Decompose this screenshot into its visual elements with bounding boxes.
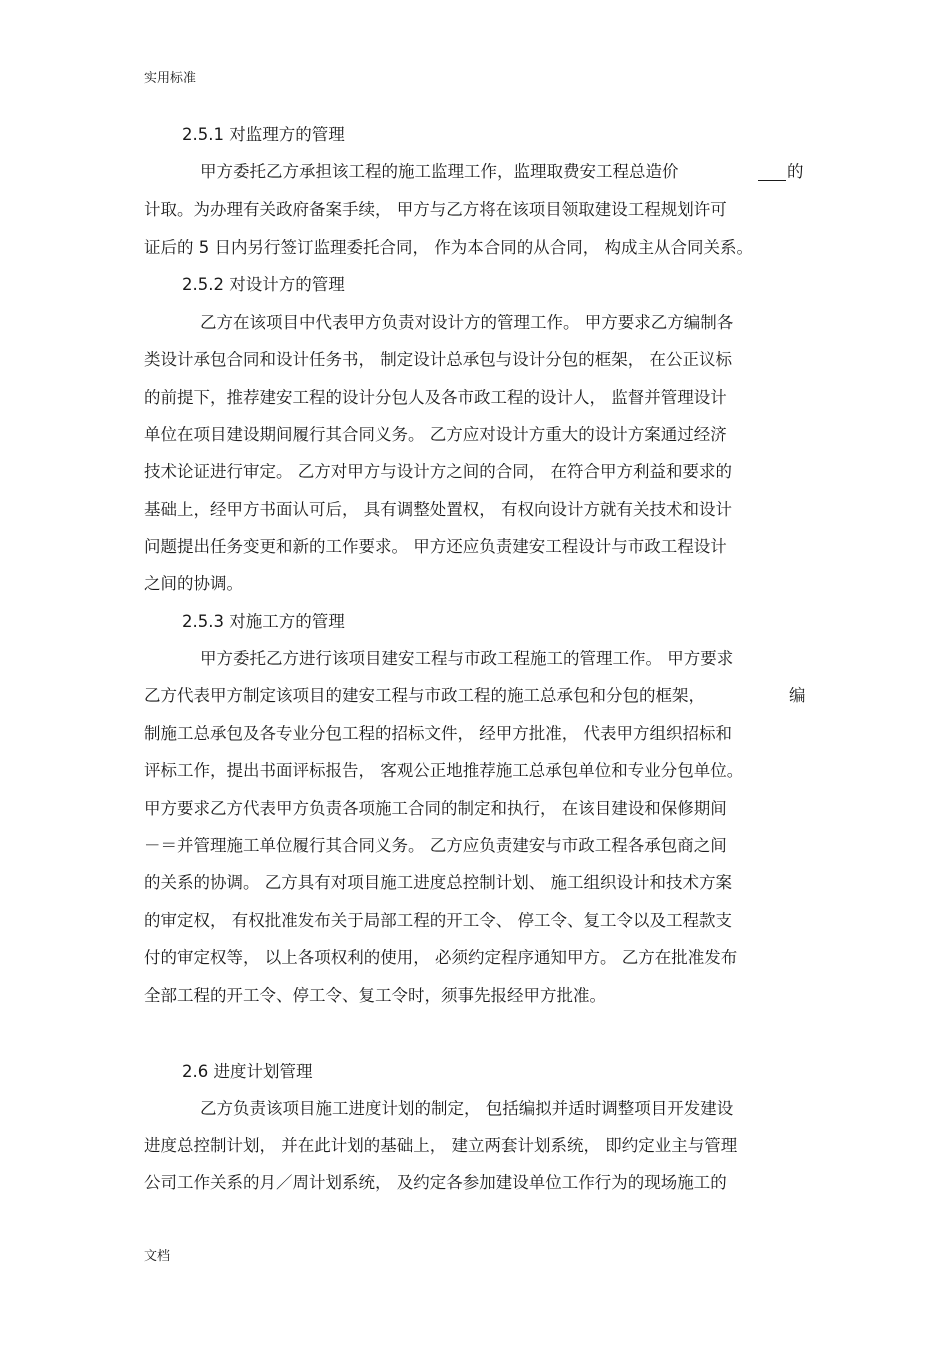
paragraph-line: 公司工作关系的月／周计划系统， 及约定各参加建设单位工作行为的现场施工的 (144, 1173, 727, 1192)
paragraph-line: 之间的协调。 (144, 574, 243, 593)
paragraph-line: 制施工总承包及各专业分包工程的招标文件， 经甲方批准， 代表甲方组织招标和 (144, 724, 732, 743)
paragraph-line: 评标工作，提出书面评标报告， 客观公正地推荐施工总承包单位和专业分包单位。 (144, 761, 744, 780)
section-heading-2-5-2: 2.5.2 对设计方的管理 (182, 275, 345, 294)
paragraph-line: 进度总控制计划， 并在此计划的基础上， 建立两套计划系统， 即约定业主与管理 (144, 1136, 738, 1155)
page-footer-label: 文档 (144, 1249, 171, 1264)
paragraph-line: 的 (787, 162, 804, 181)
paragraph-line: 单位在项目建设期间履行其合同义务。 乙方应对设计方重大的设计方案通过经济 (144, 425, 727, 444)
section-heading-2-5-3: 2.5.3 对施工方的管理 (182, 612, 345, 631)
paragraph-line: 的前提下，推荐建安工程的设计分包人及各市政工程的设计人， 监督并管理设计 (144, 388, 727, 407)
paragraph-line: 乙方在该项目中代表甲方负责对设计方的管理工作。 甲方要求乙方编制各 (200, 313, 734, 332)
paragraph-line: 技术论证进行审定。 乙方对甲方与设计方之间的合同， 在符合甲方利益和要求的 (144, 462, 732, 481)
paragraph-line: 类设计承包合同和设计任务书， 制定设计总承包与设计分包的框架， 在公正议标 (144, 350, 732, 369)
paragraph-line: 基础上，经甲方书面认可后， 具有调整处置权， 有权向设计方就有关技术和设计 (144, 500, 732, 519)
paragraph-line: 问题提出任务变更和新的工作要求。 甲方还应负责建安工程设计与市政工程设计 (144, 537, 727, 556)
paragraph-line: －＝并管理施工单位履行其合同义务。 乙方应负责建安与市政工程各承包商之间 (144, 836, 727, 855)
paragraph-line: 的审定权， 有权批准发布关于局部工程的开工令、 停工令、复工令以及工程款支 (144, 911, 732, 930)
paragraph-line: 付的审定权等， 以上各项权利的使用， 必须约定程序通知甲方。 乙方在批准发布 (144, 948, 738, 967)
paragraph-line: 证后的 5 日内另行签订监理委托合同， 作为本合同的从合同， 构成主从合同关系。 (144, 238, 753, 257)
paragraph-line: 乙方代表甲方制定该项目的建安工程与市政工程的施工总承包和分包的框架， (144, 686, 705, 705)
paragraph-line: 甲方委托乙方进行该项目建安工程与市政工程施工的管理工作。 甲方要求 (200, 649, 734, 668)
section-heading-2-6: 2.6 进度计划管理 (182, 1062, 313, 1081)
paragraph-line: 乙方负责该项目施工进度计划的制定， 包括编拟并适时调整项目开发建设 (200, 1099, 734, 1118)
paragraph-line: 编 (789, 686, 806, 705)
fill-in-blank (758, 164, 786, 181)
paragraph-line: 的关系的协调。 乙方具有对项目施工进度总控制计划、 施工组织设计和技术方案 (144, 873, 732, 892)
paragraph-line: 甲方要求乙方代表甲方负责各项施工合同的制定和执行， 在该目建设和保修期间 (144, 799, 727, 818)
page-header-label: 实用标准 (144, 71, 197, 86)
paragraph-line: 计取。为办理有关政府备案手续， 甲方与乙方将在该项目领取建设工程规划许可 (144, 200, 727, 219)
paragraph-line: 甲方委托乙方承担该工程的施工监理工作，监理取费安工程总造价 (200, 162, 679, 181)
paragraph-line: 全部工程的开工令、停工令、复工令时，须事先报经甲方批准。 (144, 986, 606, 1005)
section-heading-2-5-1: 2.5.1 对监理方的管理 (182, 125, 345, 144)
